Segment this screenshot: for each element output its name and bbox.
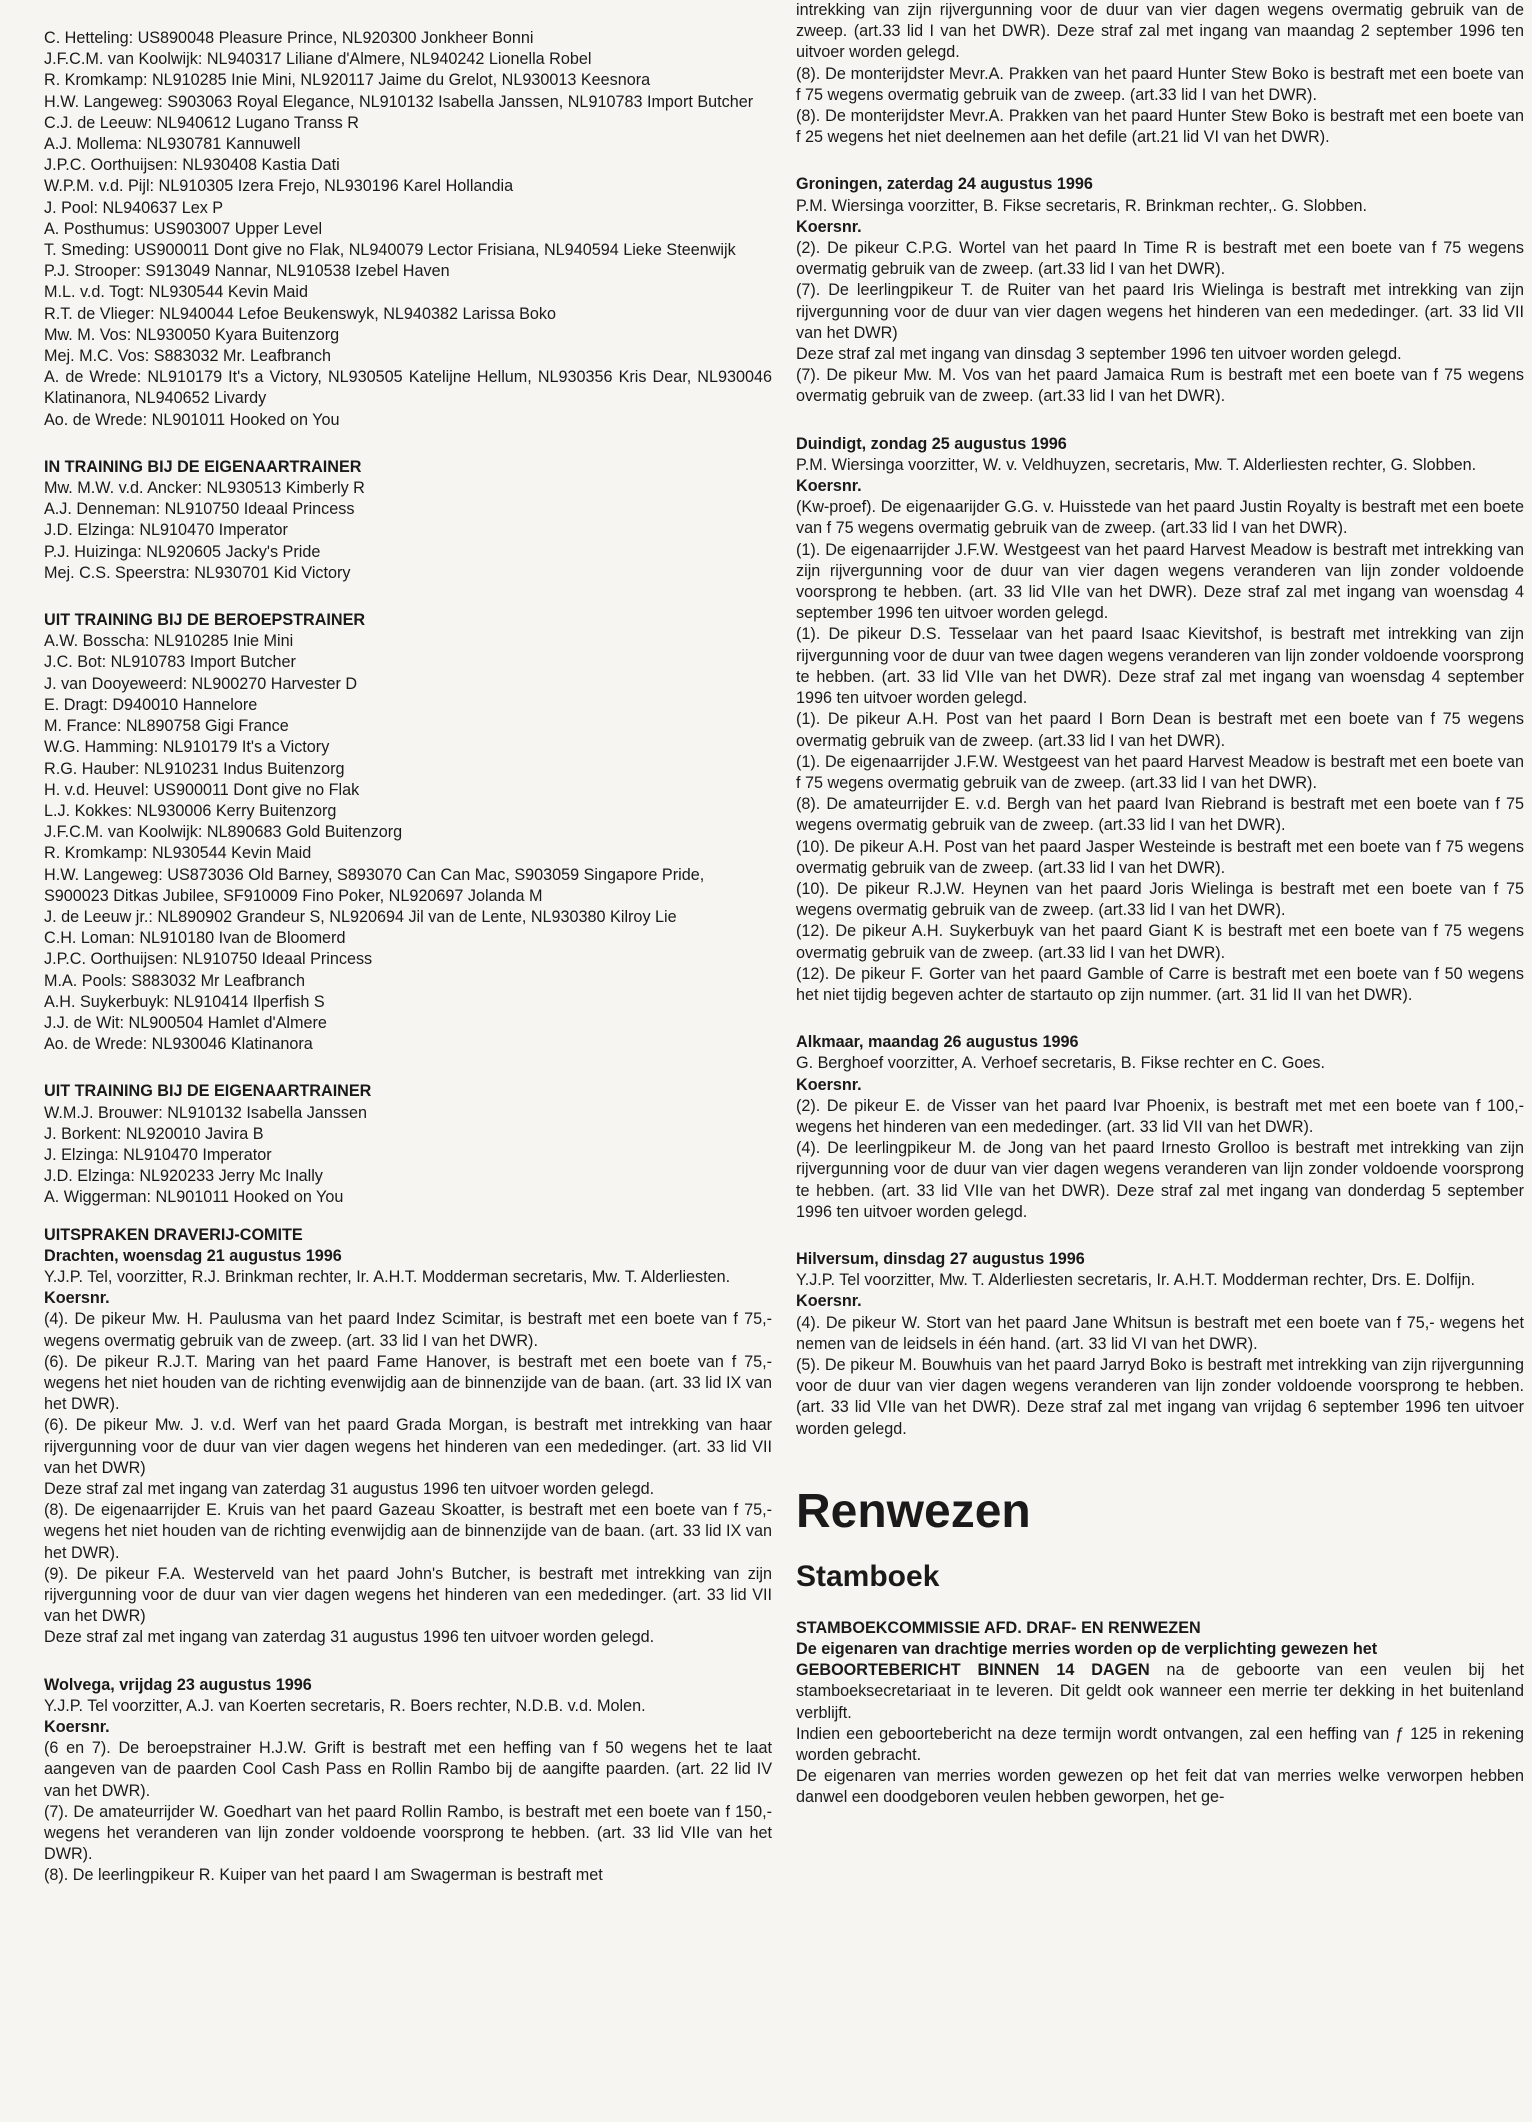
- officials: Y.J.P. Tel, voorzitter, R.J. Brinkman rechter, Ir. A.H.T. Modderman secretaris, Mw. T. Alderliesten.: [44, 1267, 731, 1286]
- section-heading: UIT TRAINING BIJ DE EIGENAARTRAINER: [44, 1082, 372, 1101]
- wolvega-section: [44, 1675, 772, 1887]
- trainer-entry: Mej. C.S. Speerstra: NL930701 Kid Victory: [44, 563, 351, 582]
- trainer-entry: C.J. de Leeuw: NL940612 Lugano Transs R: [44, 113, 359, 132]
- trainer-entry: Mw. M. Vos: NL930050 Kyara Buitenzorg: [44, 325, 340, 344]
- notice-paragraph: [796, 1639, 1524, 1724]
- koers-label: Koersnr.: [44, 1289, 110, 1308]
- duindigt-section: [796, 434, 1524, 1006]
- ruling-item: (7). De leerlingpikeur T. de Ruiter van het paard Iris Wielinga is bestraft met intrekking van zijn rijvergunning voor de duur van vier dagen wegens het hinderen van een mededinger. (art. 33 lid VII van het DWR): [796, 281, 1524, 342]
- ruling-list: [44, 1738, 772, 1886]
- trainer-entry: W.P.M. v.d. Pijl: NL910305 Izera Frejo, NL930196 Karel Hollandia: [44, 177, 514, 196]
- ruling-item: (4). De leerlingpikeur M. de Jong van het paard Irnesto Grolloo is bestraft met intrekking van zijn rijvergunning voor de duur van vier dagen wegens veranderen van lijn zonder voldoende voorsprong te hebben. (art. 33 lid VIIe van het DWR). Deze straf zal met ingang van donderdag 5 september 1996 ten uitvoer worden gelegd.: [796, 1139, 1524, 1221]
- trainer-entry: M.L. v.d. Togt: NL930544 Kevin Maid: [44, 283, 308, 302]
- trainer-entry: R.G. Hauber: NL910231 Indus Buitenzorg: [44, 759, 345, 778]
- ruling-item: (7). De amateurrijder W. Goedhart van het paard Rollin Rambo, is bestraft met een boete van f 150,- wegens het veranderen van lijn zonder voldoende voorsprong te hebben. (art. 33 lid VIIe van het DWR).: [44, 1802, 772, 1864]
- ruling-item: (1). De pikeur D.S. Tesselaar van het paard Isaac Kievitshof, is bestraft met intrekking van zijn rijvergunning voor de duur van twee dagen wegens veranderen van lijn zonder voldoende voorsprong te hebben. (art. 33 lid VIIe van het DWR). Deze straf zal met ingang van woensdag 4 september 1996 ten uitvoer worden gelegd.: [796, 625, 1524, 708]
- ruling-item: (1). De eigenaarrijder J.F.W. Westgeest van het paard Harvest Meadow is bestraft met een boete van f 75 wegens overmatig gebruik van de zweep. (art.33 lid I van het DWR).: [796, 752, 1524, 792]
- left-column: [44, 28, 772, 1913]
- section-heading: UITSPRAKEN DRAVERIJ-COMITE: [44, 1225, 303, 1244]
- ruling-list: [796, 0, 1524, 148]
- ruling-item: Deze straf zal met ingang van zaterdag 31 augustus 1996 ten uitvoer worden gelegd.: [44, 1628, 655, 1647]
- trainer-entry: L.J. Kokkes: NL930006 Kerry Buitenzorg: [44, 801, 337, 820]
- ruling-list: [796, 238, 1524, 408]
- alkmaar-section: [796, 1032, 1524, 1223]
- ruling-item: Deze straf zal met ingang van dinsdag 3 september 1996 ten uitvoer worden gelegd.: [796, 345, 1402, 364]
- ruling-item: (2). De pikeur C.P.G. Wortel van het paard In Time R is bestraft met een boete van f 75 wegens overmatig gebruik van de zweep. (art.33 lid I van het DWR).: [796, 239, 1524, 279]
- trainer-entry: J.D. Elzinga: NL920233 Jerry Mc Inally: [44, 1167, 323, 1186]
- trainer-entry: A.J. Denneman: NL910750 Ideaal Princess: [44, 500, 355, 519]
- trainer-entry: J. Pool: NL940637 Lex P: [44, 198, 224, 217]
- in-training-owner-section: [44, 457, 772, 584]
- trainer-entry: S900023 Ditkas Jubilee, SF910009 Fino Poker, NL920697 Jolanda M: [44, 886, 543, 905]
- section-heading: UIT TRAINING BIJ DE BEROEPSTRAINER: [44, 611, 366, 630]
- trainer-entry: E. Dragt: D940010 Hannelore: [44, 695, 258, 714]
- ruling-list: [796, 1096, 1524, 1223]
- ruling-item: (4). De pikeur Mw. H. Paulusma van het paard Indez Scimitar, is bestraft met een boete van f 75,- wegens overmatig gebruik van de zweep. (art. 33 lid I van het DWR).: [44, 1310, 772, 1350]
- trainer-entry: J. van Dooyeweerd: NL900270 Harvester D: [44, 674, 358, 693]
- ruling-item: (8). De amateurrijder E. v.d. Bergh van het paard Ivan Riebrand is bestraft met een boete van f 75 wegens overmatig gebruik van de zweep. (art.33 lid I van het DWR).: [796, 795, 1524, 835]
- meeting-title: Alkmaar, maandag 26 augustus 1996: [796, 1033, 1079, 1052]
- trainer-entry: H.W. Langeweg: S903063 Royal Elegance, NL910132 Isabella Janssen, NL910783 Import Butcher: [44, 92, 754, 111]
- ruling-item: (6). De pikeur Mw. J. v.d. Werf van het paard Grada Morgan, is bestraft met intrekking van haar rijvergunning voor de duur van vier dagen wegens het hinderen van een mededinger. (art. 33 lid VII van het DWR): [44, 1416, 772, 1477]
- ruling-item: intrekking van zijn rijvergunning voor de duur van vier dagen wegens overmatig gebruik van de zweep. (art.33 lid I van het DWR). Deze straf zal met ingang van maandag 2 september 1996 ten uitvoer worden gelegd.: [796, 1, 1524, 62]
- trainer-entry: J. Borkent: NL920010 Javira B: [44, 1124, 264, 1143]
- ruling-item: (Kw-proef). De eigenaarijder G.G. v. Huisstede van het paard Justin Royalty is bestraft met een boete van f 75 wegens overmatig gebruik van de zweep. (art.33 lid I van het DWR).: [796, 498, 1524, 538]
- ruling-item: (8). De leerlingpikeur R. Kuiper van het paard I am Swagerman is bestraft met: [44, 1866, 603, 1885]
- trainer-entry: J.D. Elzinga: NL910470 Imperator: [44, 521, 288, 540]
- trainer-entry: Ao. de Wrede: NL930046 Klatinanora: [44, 1035, 313, 1054]
- ruling-item: (7). De pikeur Mw. M. Vos van het paard Jamaica Rum is bestraft met een boete van f 75 wegens overmatig gebruik van de zweep. (art.33 lid I van het DWR).: [796, 366, 1524, 406]
- trainer-list: [44, 28, 772, 431]
- trainer-entry: Ao. de Wrede: NL901011 Hooked on You: [44, 410, 340, 429]
- trainer-entry: A.W. Bosscha: NL910285 Inie Mini: [44, 632, 294, 651]
- trainer-entry: J. de Leeuw jr.: NL890902 Grandeur S, NL920694 Jil van de Lente, NL930380 Kilroy Lie: [44, 907, 677, 926]
- notice-paragraph-3: De eigenaren van merries worden gewezen op het feit dat van merries welke verworpen hebben danwel een doodgeboren veulen hebben geworpen, het ge-: [796, 1767, 1524, 1807]
- trainer-entry: J.F.C.M. van Koolwijk: NL940317 Liliane d'Almere, NL940242 Lionella Robel: [44, 50, 592, 69]
- notice-text: na de geboorte van een veulen bij het stamboeksecretariaat in te leveren. Dit geldt ook wanneer een merrie ter dekking in het buitenland verblijft.: [796, 1661, 1524, 1722]
- trainer-entry: R.T. de Vlieger: NL940044 Lefoe Beukenswyk, NL940382 Larissa Boko: [44, 304, 557, 323]
- koers-label: Koersnr.: [796, 217, 862, 236]
- notice-bold-intro: De eigenaren van drachtige merries worden op de verplichting gewezen het: [796, 1640, 1378, 1658]
- meeting-title: Hilversum, dinsdag 27 augustus 1996: [796, 1249, 1085, 1268]
- ruling-item: (12). De pikeur A.H. Suykerbuyk van het paard Giant K is bestraft met een boete van f 75 wegens overmatig gebruik van de zweep. (art.33 lid I van het DWR).: [796, 922, 1524, 962]
- meeting-title: Groningen, zaterdag 24 augustus 1996: [796, 175, 1093, 194]
- officials: G. Berghoef voorzitter, A. Verhoef secretaris, B. Fikse rechter en C. Goes.: [796, 1054, 1326, 1073]
- trainer-entry: A. Posthumus: US903007 Upper Level: [44, 219, 323, 238]
- koers-label: Koersnr.: [796, 1075, 862, 1094]
- meeting-title: Duindigt, zondag 25 augustus 1996: [796, 434, 1067, 453]
- ruling-item: (12). De pikeur F. Gorter van het paard Gamble of Carre is bestraft met een boete van f 50 wegens het niet tijdig begeven achter de startauto op zijn nummer. (art. 31 lid II van het DWR).: [796, 964, 1524, 1004]
- trainer-entry: T. Smeding: US900011 Dont give no Flak, NL940079 Lector Frisiana, NL940594 Lieke Steenwijk: [44, 241, 736, 260]
- trainer-entry: P.J. Strooper: S913049 Nannar, NL910538 Izebel Haven: [44, 262, 450, 281]
- trainer-entry: Mej. M.C. Vos: S883032 Mr. Leafbranch: [44, 347, 332, 366]
- ruling-item: (8). De monterijdster Mevr.A. Prakken van het paard Hunter Stew Boko is bestraft met een boete van f 25 wegens het niet deelnemen aan het defile (art.21 lid VI van het DWR).: [796, 107, 1524, 147]
- ruling-item: (10). De pikeur R.J.W. Heynen van het paard Joris Wielinga is bestraft met een boete van f 75 wegens overmatig gebruik van de zweep. (art.33 lid I van het DWR).: [796, 879, 1524, 920]
- drachten-section: [44, 1225, 772, 1649]
- ruling-item: (8). De eigenaarrijder E. Kruis van het paard Gazeau Skoatter, is bestraft met een boete van f 75,- wegens het niet houden van de richting evenwijdig aan de binnenzijde van de baan. (art. 33 lid IX van het DWR).: [44, 1501, 772, 1562]
- entry-list: [44, 1103, 772, 1209]
- meeting-title: Wolvega, vrijdag 23 augustus 1996: [44, 1675, 312, 1694]
- trainer-entry: R. Kromkamp: NL930544 Kevin Maid: [44, 844, 312, 863]
- meeting-title: Drachten, woensdag 21 augustus 1996: [44, 1246, 342, 1265]
- section-heading: IN TRAINING BIJ DE EIGENAARTRAINER: [44, 457, 362, 476]
- koers-label: Koersnr.: [44, 1718, 110, 1737]
- trainer-entry: J. Elzinga: NL910470 Imperator: [44, 1145, 272, 1164]
- ruling-item: (1). De pikeur A.H. Post van het paard I Born Dean is bestraft met een boete van f 75 wegens overmatig gebruik van de zweep. (art.33 lid I van het DWR).: [796, 710, 1524, 750]
- renwezen-section: [796, 1484, 1524, 1809]
- trainer-entry: W.M.J. Brouwer: NL910132 Isabella Janssen: [44, 1103, 368, 1122]
- out-training-owner-section: [44, 1081, 772, 1208]
- ruling-item: (2). De pikeur E. de Visser van het paard Ivar Phoenix, is bestraft met met een boete van f 100,- wegens het hinderen van een mededinger. (art. 33 lid VII van het DWR).: [796, 1096, 1524, 1136]
- continuation-section: [796, 0, 1524, 148]
- ruling-item: Deze straf zal met ingang van zaterdag 31 augustus 1996 ten uitvoer worden gelegd.: [44, 1480, 655, 1498]
- officials: Y.J.P. Tel voorzitter, A.J. van Koerten secretaris, R. Boers rechter, N.D.B. v.d. Molen.: [44, 1696, 646, 1715]
- trainer-entry: P.J. Huizinga: NL920605 Jacky's Pride: [44, 542, 321, 561]
- officials: P.M. Wiersinga voorzitter, B. Fikse secretaris, R. Brinkman rechter,. G. Slobben.: [796, 196, 1367, 215]
- trainer-entry: C. Hetteling: US890048 Pleasure Prince, NL920300 Jonkheer Bonni: [44, 29, 534, 47]
- ruling-list: [796, 1313, 1524, 1440]
- trainer-entry: R. Kromkamp: NL910285 Inie Mini, NL920117 Jaime du Grelot, NL930013 Keesnora: [44, 71, 651, 90]
- out-training-pro-section: [44, 610, 772, 1055]
- notice-bold-caps: GEBOORTEBERICHT BINNEN 14 DAGEN: [796, 1661, 1150, 1680]
- trainer-entry: A.J. Mollema: NL930781 Kannuwell: [44, 135, 301, 154]
- koers-label: Koersnr.: [796, 477, 862, 496]
- entry-list: [44, 478, 772, 584]
- ruling-list: [796, 497, 1524, 1006]
- trainer-entry: W.G. Hamming: NL910179 It's a Victory: [44, 738, 330, 757]
- trainer-entry: C.H. Loman: NL910180 Ivan de Bloomerd: [44, 929, 346, 948]
- section-subtitle-stamboek: Stamboek: [796, 1559, 940, 1593]
- trainer-entry: J.P.C. Oorthuijsen: NL910750 Ideaal Princess: [44, 950, 373, 969]
- ruling-item: (1). De eigenaarrijder J.F.W. Westgeest van het paard Harvest Meadow is bestraft met intrekking van zijn rijvergunning voor de duur van vier dagen wegens veranderen van lijn zonder voldoende voorsprong te hebben. (art. 33 lid VIIe van het DWR). Deze straf zal met ingang van woensdag 4 september 1996 ten uitvoer worden gelegd.: [796, 540, 1524, 623]
- section-title-renwezen: Renwezen: [796, 1484, 1031, 1538]
- trainer-entry: H.W. Langeweg: US873036 Old Barney, S893070 Can Can Mac, S903059 Singapore Pride,: [44, 865, 705, 884]
- trainer-entry: J.P.C. Oorthuijsen: NL930408 Kastia Dati: [44, 156, 340, 175]
- trainer-entry: J.C. Bot: NL910783 Import Butcher: [44, 653, 296, 672]
- trainer-list-section: [44, 28, 772, 431]
- trainer-entry: J.F.C.M. van Koolwijk: NL890683 Gold Buitenzorg: [44, 823, 403, 842]
- groningen-section: [796, 174, 1524, 407]
- officials: Y.J.P. Tel voorzitter, Mw. T. Alderliesten secretaris, Ir. A.H.T. Modderman rechter, Drs. E. Dolfijn.: [796, 1271, 1475, 1290]
- ruling-item: (4). De pikeur W. Stort van het paard Jane Whitsun is bestraft met een boete van f 75,- wegens het nemen van de leidsels in één hand. (art. 33 lid VI van het DWR).: [796, 1313, 1524, 1353]
- ruling-item: (6 en 7). De beroepstrainer H.J.W. Grift is bestraft met een heffing van f 50 wegens het te laat aangeven van de paarden Cool Cash Pass en Rollin Rambo bij de aangifte paarden. (art. 22 lid IV van het DWR).: [44, 1739, 772, 1800]
- notice-paragraph-2: Indien een geboortebericht na deze termijn wordt ontvangen, zal een heffing van ƒ 125 in rekening worden gebracht.: [796, 1724, 1524, 1765]
- ruling-item: (9). De pikeur F.A. Westerveld van het paard John's Butcher, is bestraft met intrekking van zijn rijvergunning voor de duur van vier dagen wegens het hinderen van een mededinger. (art. 33 lid VII van het DWR): [44, 1564, 772, 1626]
- trainer-entry: A. de Wrede: NL910179 It's a Victory, NL930505 Katelijne Hellum, NL930356 Kris Dear, NL930046 Klatinanora, NL940652 Livardy: [44, 368, 772, 408]
- trainer-entry: M. France: NL890758 Gigi France: [44, 717, 289, 736]
- hilversum-section: [796, 1249, 1524, 1440]
- trainer-entry: J.J. de Wit: NL900504 Hamlet d'Almere: [44, 1013, 327, 1032]
- ruling-list: [44, 1309, 772, 1648]
- trainer-entry: A. Wiggerman: NL901011 Hooked on You: [44, 1188, 344, 1207]
- ruling-item: (10). De pikeur A.H. Post van het paard Jasper Westeinde is bestraft met een boete van f 75 wegens overmatig gebruik van de zweep. (art.33 lid I van het DWR).: [796, 837, 1524, 877]
- ruling-item: (6). De pikeur R.J.T. Maring van het paard Fame Hanover, is bestraft met een boete van f 75,- wegens het niet houden van de richting evenwijdig aan de binnenzijde van de baan. (art. 33 lid IX van het DWR).: [44, 1352, 772, 1414]
- committee-heading: STAMBOEKCOMMISSIE AFD. DRAF- EN RENWEZEN: [796, 1618, 1201, 1637]
- trainer-entry: A.H. Suykerbuyk: NL910414 Ilperfish S: [44, 992, 325, 1011]
- trainer-entry: H. v.d. Heuvel: US900011 Dont give no Flak: [44, 780, 360, 799]
- trainer-entry: Mw. M.W. v.d. Ancker: NL930513 Kimberly R: [44, 479, 365, 498]
- koers-label: Koersnr.: [796, 1292, 862, 1311]
- ruling-item: (5). De pikeur M. Bouwhuis van het paard Jarryd Boko is bestraft met intrekking van zijn rijvergunning voor de duur van vier dagen wegens veranderen van lijn zonder voldoende voorsprong te hebben. (art. 33 lid VIIe van het DWR). Deze straf zal met ingang van vrijdag 6 september 1996 ten uitvoer worden gelegd.: [796, 1355, 1524, 1438]
- right-column: [796, 0, 1524, 1809]
- officials: P.M. Wiersinga voorzitter, W. v. Veldhuyzen, secretaris, Mw. T. Alderliesten rechter, G. Slobben.: [796, 455, 1477, 474]
- entry-list: [44, 631, 772, 1055]
- ruling-item: (8). De monterijdster Mevr.A. Prakken van het paard Hunter Stew Boko is bestraft met een boete van f 75 wegens overmatig gebruik van de zweep. (art.33 lid I van het DWR).: [796, 64, 1524, 104]
- trainer-entry: M.A. Pools: S883032 Mr Leafbranch: [44, 971, 305, 990]
